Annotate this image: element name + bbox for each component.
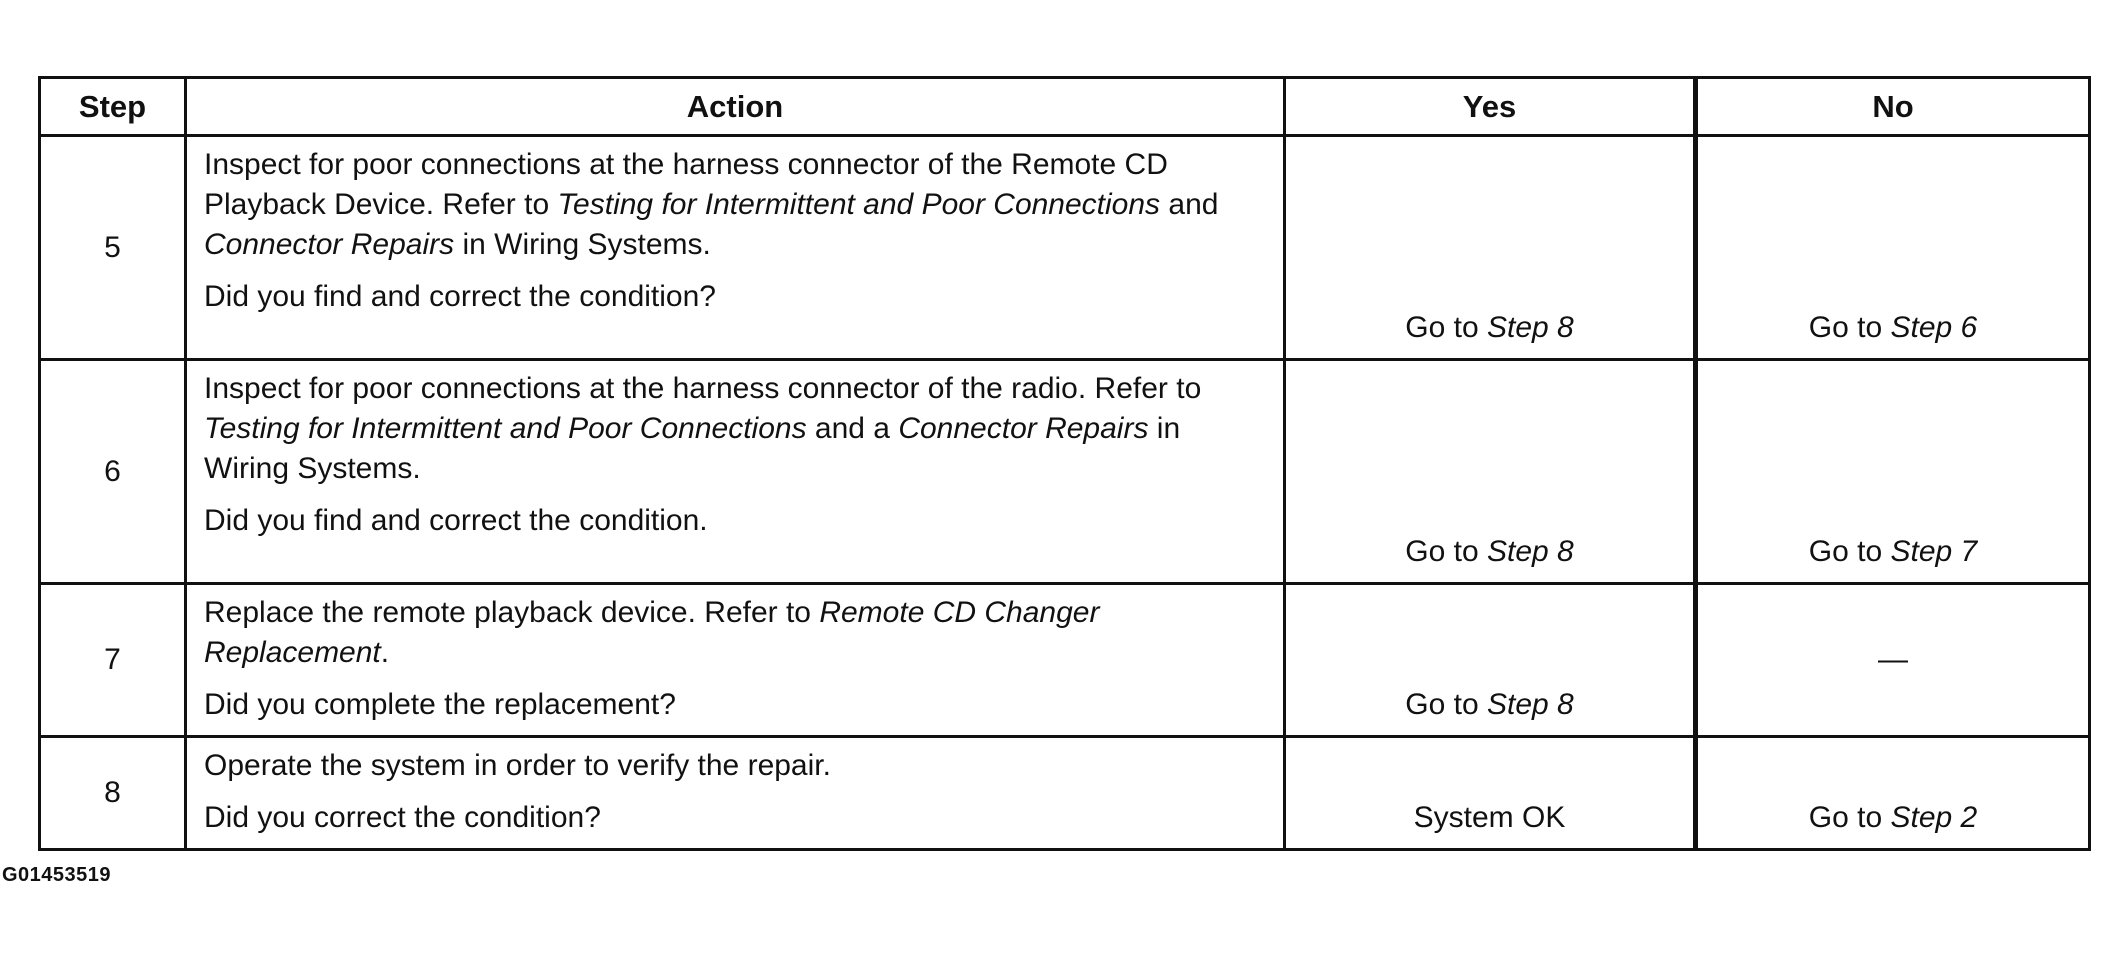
figure-id-caption: G01453519 xyxy=(2,864,112,886)
action-question: Did you find and correct the condition? xyxy=(204,280,716,313)
instruction-text: . xyxy=(380,636,390,669)
action-cell xyxy=(186,136,1285,360)
yes-result xyxy=(1286,798,1693,838)
no-result-text: Go to xyxy=(1808,311,1891,344)
no-result-text: Go to xyxy=(1808,801,1891,834)
no-result-text: — xyxy=(1878,643,1908,676)
no-step-reference: Step 2 xyxy=(1890,801,1978,834)
no-step-reference: Step 7 xyxy=(1890,535,1978,568)
reference-link-text: Connector Repairs xyxy=(204,228,455,261)
action-question: Did you find and correct the condition. xyxy=(204,504,708,537)
instruction-text: in Wiring Systems. xyxy=(204,412,1181,485)
yes-result xyxy=(1286,308,1693,348)
table-body xyxy=(40,136,2090,850)
header-yes: Yes xyxy=(1285,78,1696,136)
table-row xyxy=(40,737,2090,850)
step-number: 6 xyxy=(40,360,186,584)
no-result-cell xyxy=(1696,737,2090,850)
header-action: Action xyxy=(186,78,1285,136)
instruction-text: Replace the remote playback device. Refer to xyxy=(204,596,820,629)
header-row xyxy=(40,78,2090,136)
step-number: 5 xyxy=(40,136,186,360)
yes-result-text: System OK xyxy=(1413,801,1566,834)
instruction-text: Inspect for poor connections at the harness connector of the radio. Refer to xyxy=(204,372,1202,405)
reference-link-text: Testing for Intermittent and Poor Connections xyxy=(557,188,1161,221)
action-cell xyxy=(186,360,1285,584)
header-step: Step xyxy=(40,78,186,136)
no-result-cell xyxy=(1696,584,2090,737)
yes-result-text: Go to xyxy=(1405,311,1487,344)
diagnostic-table xyxy=(38,76,2091,851)
step-number: 7 xyxy=(40,584,186,737)
step-number: 8 xyxy=(40,737,186,850)
yes-result-cell xyxy=(1285,584,1696,737)
instruction-text: and a xyxy=(806,412,899,445)
action-instruction xyxy=(204,746,1269,786)
action-instruction xyxy=(204,145,1269,265)
no-step-reference: Step 6 xyxy=(1890,311,1978,344)
yes-result-cell xyxy=(1285,737,1696,850)
instruction-text: Operate the system in order to verify the repair. xyxy=(204,749,831,782)
yes-result-cell xyxy=(1285,360,1696,584)
no-result xyxy=(1698,308,2088,348)
instruction-text: in Wiring Systems. xyxy=(454,228,711,261)
no-result-cell xyxy=(1696,136,2090,360)
yes-result-text: Go to xyxy=(1405,535,1487,568)
table-row xyxy=(40,360,2090,584)
action-cell xyxy=(186,737,1285,850)
reference-link-text: Remote CD Changer Replacement xyxy=(204,596,1100,669)
yes-result-cell xyxy=(1285,136,1696,360)
yes-step-reference: Step 8 xyxy=(1486,311,1574,344)
action-instruction xyxy=(204,593,1269,673)
yes-result-text: Go to xyxy=(1405,688,1487,721)
action-cell xyxy=(186,584,1285,737)
action-question: Did you complete the replacement? xyxy=(204,688,676,721)
action-question: Did you correct the condition? xyxy=(204,801,601,834)
action-instruction xyxy=(204,369,1269,489)
yes-step-reference: Step 8 xyxy=(1486,688,1574,721)
instruction-text: Inspect for poor connections at the harness connector of the Remote CD Playback Device. Refer to xyxy=(204,148,1168,221)
no-result xyxy=(1698,643,2088,677)
table-row xyxy=(40,584,2090,737)
yes-result xyxy=(1286,532,1693,572)
instruction-text: and xyxy=(1160,188,1219,221)
table-row xyxy=(40,136,2090,360)
no-result xyxy=(1698,798,2088,838)
no-result-text: Go to xyxy=(1808,535,1891,568)
no-result xyxy=(1698,532,2088,572)
no-result-cell xyxy=(1696,360,2090,584)
reference-link-text: Connector Repairs xyxy=(898,412,1149,445)
reference-link-text: Testing for Intermittent and Poor Connections xyxy=(204,412,807,445)
yes-step-reference: Step 8 xyxy=(1486,535,1574,568)
yes-result xyxy=(1286,685,1693,725)
header-no: No xyxy=(1696,78,2090,136)
diagnostic-table-frame xyxy=(38,76,2088,851)
